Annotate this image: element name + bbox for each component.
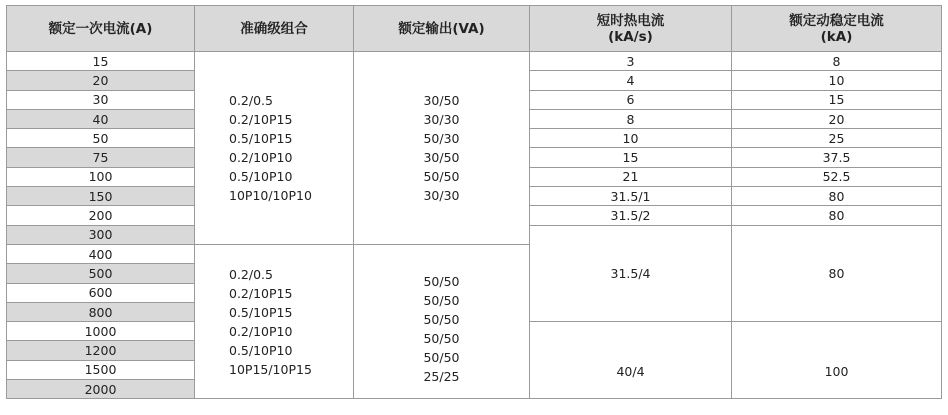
output-value: 30/50 (423, 149, 460, 165)
header-rated-output: 额定输出(VA) (354, 6, 530, 52)
accuracy-group-2 (195, 244, 354, 398)
accuracy-value: 0.2/10P10 (229, 149, 293, 165)
accuracy-value: 0.5/10P10 (229, 342, 293, 358)
accuracy-value: 10P15/10P15 (229, 361, 312, 377)
output-value: 50/50 (423, 330, 460, 346)
thermal-current-cell: 15 (530, 148, 732, 167)
dynamic-current-cell: 10 (732, 71, 942, 90)
dynamic-current-cell: 37.5 (732, 148, 942, 167)
thermal-current-cell: 31.5/4 (530, 225, 732, 321)
primary-current-cell: 2000 (7, 380, 195, 399)
primary-current-cell: 20 (7, 71, 195, 90)
dynamic-current-cell: 100 (732, 322, 942, 399)
primary-current-cell: 1200 (7, 341, 195, 360)
thermal-current-cell: 3 (530, 52, 732, 71)
accuracy-value: 0.2/10P15 (229, 111, 293, 127)
accuracy-value: 0.2/10P15 (229, 285, 293, 301)
primary-current-cell: 15 (7, 52, 195, 71)
accuracy-value: 0.5/10P10 (229, 168, 293, 184)
dynamic-current-cell: 52.5 (732, 167, 942, 186)
accuracy-value: 0.2/0.5 (229, 92, 273, 108)
accuracy-value: 0.2/10P10 (229, 323, 293, 339)
primary-current-cell: 150 (7, 187, 195, 206)
output-value: 50/50 (423, 273, 460, 289)
accuracy-value: 0.5/10P15 (229, 304, 293, 320)
primary-current-cell: 40 (7, 109, 195, 128)
output-value: 50/50 (423, 168, 460, 184)
header-short-time-thermal-current: 短时热电流 (kA/s) (530, 6, 732, 52)
header-accuracy-combination: 准确级组合 (195, 6, 354, 52)
primary-current-cell: 300 (7, 225, 195, 244)
thermal-current-cell: 8 (530, 109, 732, 128)
header-rated-dynamic-current: 额定动稳定电流 (kA) (732, 6, 942, 52)
primary-current-cell: 400 (7, 244, 195, 263)
output-value: 30/30 (423, 111, 460, 127)
accuracy-group-1 (195, 52, 354, 245)
header-row (7, 6, 942, 52)
primary-current-cell: 200 (7, 206, 195, 225)
primary-current-cell: 30 (7, 90, 195, 109)
output-value: 30/50 (423, 92, 460, 108)
dynamic-current-cell: 80 (732, 225, 942, 321)
primary-current-cell: 500 (7, 264, 195, 283)
dynamic-current-cell: 80 (732, 206, 942, 225)
output-value: 25/25 (423, 368, 460, 384)
dynamic-current-cell: 25 (732, 129, 942, 148)
thermal-current-cell: 31.5/2 (530, 206, 732, 225)
thermal-current-cell: 31.5/1 (530, 187, 732, 206)
primary-current-cell: 800 (7, 302, 195, 321)
primary-current-cell: 600 (7, 283, 195, 302)
primary-current-cell: 75 (7, 148, 195, 167)
primary-current-cell: 100 (7, 167, 195, 186)
output-group-1 (354, 52, 530, 245)
thermal-current-cell: 6 (530, 90, 732, 109)
accuracy-value: 0.5/10P15 (229, 130, 293, 146)
thermal-current-cell: 21 (530, 167, 732, 186)
table-row (7, 52, 942, 71)
thermal-current-cell: 10 (530, 129, 732, 148)
accuracy-value: 0.2/0.5 (229, 266, 273, 282)
thermal-current-cell: 4 (530, 71, 732, 90)
output-value: 50/50 (423, 349, 460, 365)
primary-current-cell: 1000 (7, 322, 195, 341)
primary-current-cell: 1500 (7, 360, 195, 379)
output-value: 50/50 (423, 292, 460, 308)
output-value: 50/50 (423, 311, 460, 327)
output-value: 30/30 (423, 187, 460, 203)
dynamic-current-cell: 8 (732, 52, 942, 71)
output-group-2 (354, 244, 530, 398)
header-rated-primary-current: 额定一次电流(A) (7, 6, 195, 52)
spec-table (6, 5, 942, 399)
dynamic-current-cell: 20 (732, 109, 942, 128)
thermal-current-cell: 40/4 (530, 322, 732, 399)
dynamic-current-cell: 80 (732, 187, 942, 206)
primary-current-cell: 50 (7, 129, 195, 148)
output-value: 50/30 (423, 130, 460, 146)
accuracy-value: 10P10/10P10 (229, 187, 312, 203)
dynamic-current-cell: 15 (732, 90, 942, 109)
